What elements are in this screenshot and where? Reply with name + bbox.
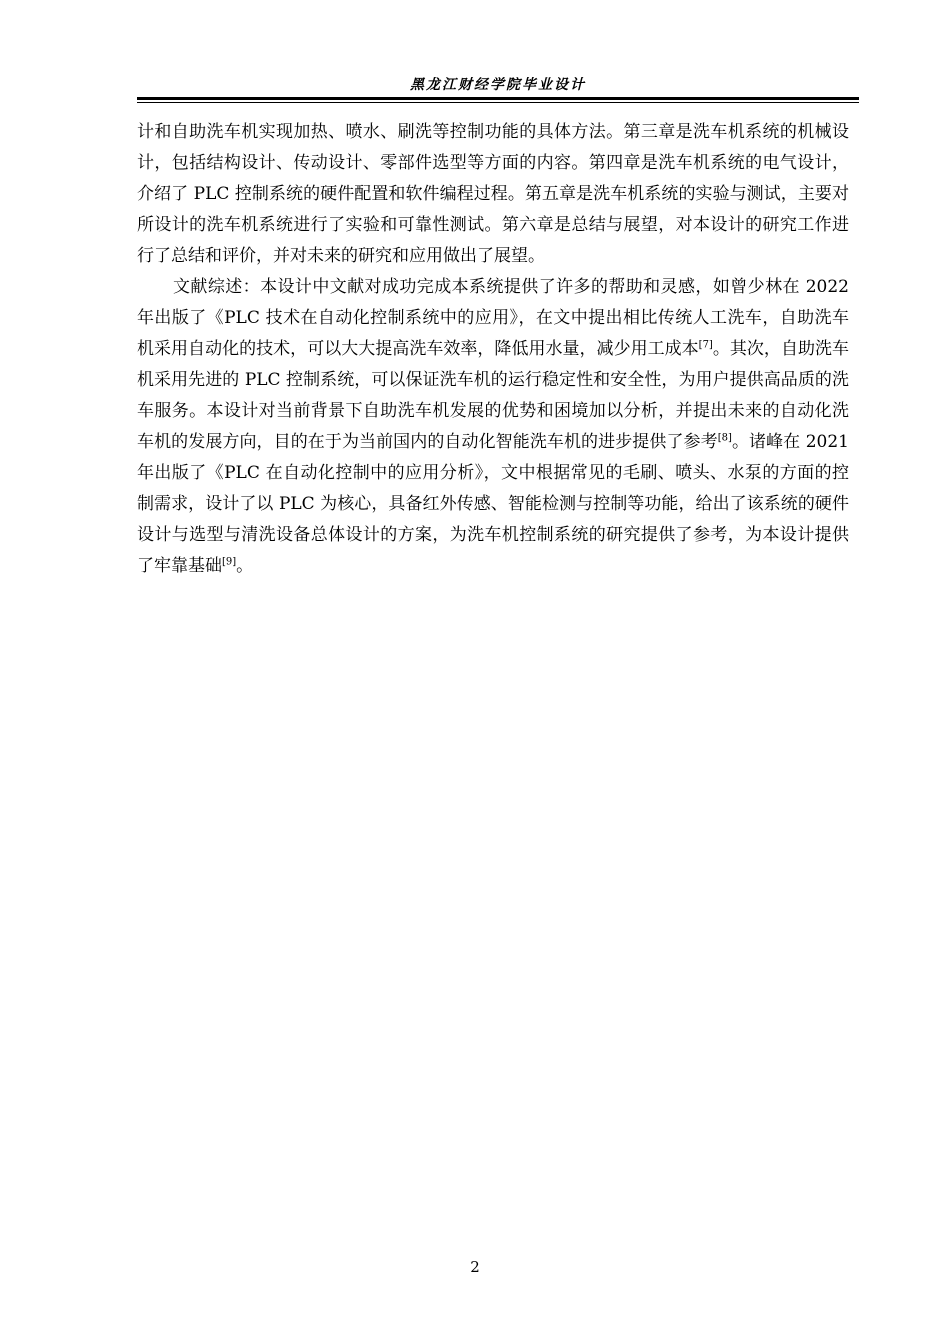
paragraph-segment: 。诸峰在 2021 年出版了《PLC 在自动化控制中的应用分析》，文中根据常见的毛刷、喷头、水泵的方面的控制需求，设计了以 PLC 为核心，具备红外传感、智能检测与控制等功能，给出了该系统的硬件设计与选型与清洗设备总体设计的方案，为洗车机控制系统的研究提供了参考，为本设计提供了牢靠基础 [137, 432, 850, 576]
paragraph-chapter-overview: 计和自助洗车机实现加热、喷水、刷洗等控制功能的具体方法。第三章是洗车机系统的机械设计，包括结构设计、传动设计、零部件选型等方面的内容。第四章是洗车机系统的电气设计，介绍了 PLC 控制系统的硬件配置和软件编程过程。第五章是洗车机系统的实验与测试，主要对所设计的洗车机系统进行了实验和可靠性测试。第六章是总结与展望，对本设计的研究工作进行了总结和评价，并对未来的研究和应用做出了展望。 [137, 122, 849, 266]
page-number: 2 [470, 1258, 480, 1276]
page-header-title: 黑龙江财经学院毕业设计 [410, 77, 586, 93]
paragraph-literature-review [137, 272, 849, 582]
header-rule-thin [137, 102, 859, 103]
citation-ref-8: [8] [717, 432, 732, 444]
citation-ref-7: [7] [698, 339, 713, 351]
header-rule-thick [137, 97, 859, 100]
paragraph-segment: 。其次，自助洗车机采用先进的 PLC 控制系统，可以保证洗车机的运行稳定性和安全性，为用户提供高品质的洗车服务。本设计对当前背景下自助洗车机发展的优势和困境加以分析，并提出未来的自动化洗车机的发展方向，目的在于为当前国内的自动化智能洗车机的进步提供了参考 [137, 339, 850, 452]
paragraph-segment: 文献综述：本设计中文献对成功完成本系统提供了许多的帮助和灵感，如曾少林在 2022 年出版了《PLC 技术在自动化控制系统中的应用》，在文中提出相比传统人工洗车，自助洗车机采用自动化的技术，可以大大提高洗车效率，降低用水量，减少用工成本 [137, 277, 849, 359]
body-text [137, 117, 849, 582]
citation-ref-9: [9] [222, 556, 237, 568]
paragraph-segment: 。 [236, 556, 254, 576]
